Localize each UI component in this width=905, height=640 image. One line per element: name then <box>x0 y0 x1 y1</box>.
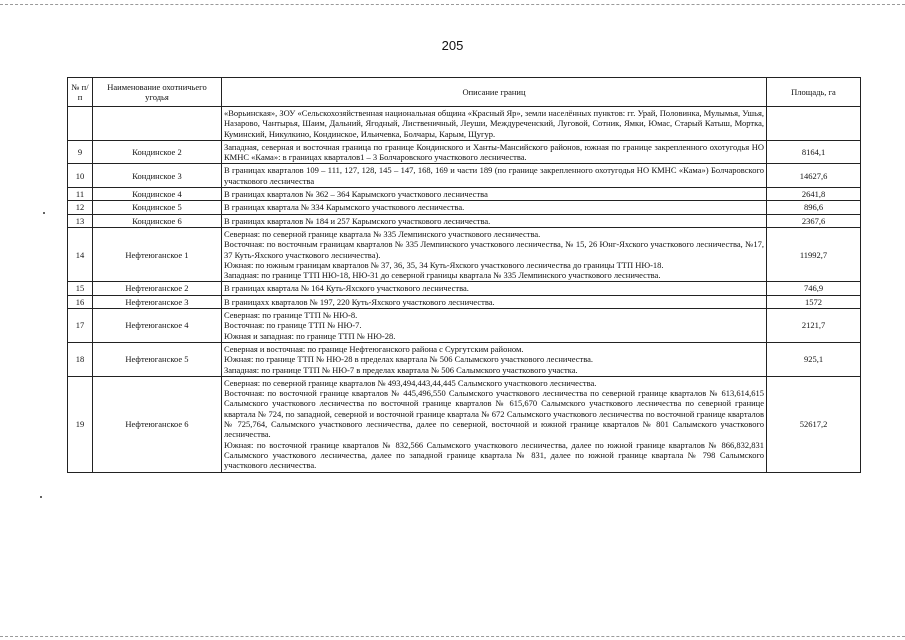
hunting-ground-name: Нефтеюганское 6 <box>93 376 222 472</box>
row-number: 9 <box>68 140 93 164</box>
row-number: 18 <box>68 342 93 376</box>
area-value: 8164,1 <box>767 140 861 164</box>
hunting-ground-name: Нефтеюганское 1 <box>93 227 222 281</box>
table-row <box>68 342 861 376</box>
header-area: Площадь, га <box>767 78 861 107</box>
page-number: 205 <box>441 38 464 53</box>
area-value: 14627,6 <box>767 164 861 188</box>
row-number: 11 <box>68 188 93 201</box>
boundary-paragraph: Западная: по границе ТТП НЮ-18, НЮ-31 до северной границы квартала № 335 Лемпинского участкового лесничества. <box>224 270 661 281</box>
boundary-description <box>222 188 767 201</box>
hunting-ground-name: Нефтеюганское 2 <box>93 282 222 295</box>
boundary-paragraph: В границах кварталов № 184 и 257 Карымского участкового лесничества. <box>224 215 491 226</box>
boundary-description <box>222 214 767 227</box>
table-row <box>68 376 861 472</box>
boundary-description <box>222 164 767 188</box>
table-body <box>68 107 861 473</box>
boundary-paragraph: Южная: по южным границам кварталов № 37, 36, 35, 34 Куть-Яхского участкового лесничества до границы ТТП НЮ-18. <box>224 259 664 270</box>
row-number: 10 <box>68 164 93 188</box>
hunting-ground-name: Нефтеюганское 4 <box>93 309 222 343</box>
boundary-paragraph: В границах кварталов 109 – 111, 127, 128, 145 – 147, 168, 169 и части 189 (по границе закрепленного охотугодья НО КМНС «Кама») Болчаровского участкового лесничества <box>224 165 764 186</box>
row-number: 17 <box>68 309 93 343</box>
boundary-paragraph: Северная: по границе ТТП № НЮ-8. <box>224 310 358 321</box>
header-name: Наименование охотничьего угодья <box>93 78 222 107</box>
table-row <box>68 282 861 295</box>
boundary-paragraph: В границахх кварталов № 197, 220 Куть-Яхского участкового лесничества. <box>224 296 495 307</box>
hunting-ground-name <box>93 107 222 141</box>
area-value: 1572 <box>767 295 861 308</box>
margin-mark <box>43 212 45 214</box>
area-value: 2641,8 <box>767 188 861 201</box>
boundary-description <box>222 342 767 376</box>
boundary-paragraph: «Ворьинская», ЗОУ «Сельскохозяйственная национальная община «Красный Яр», земли населённых пунктов: гг. Урай, Половинка, Мулымья, Ушья, Назарово, Чантырья, Шаим, Дальний, Ягодный, Лиственичный, Леуши, Междуреченский, Луговой, Сотник, Ямки, Юмас, Старый Катыш, Мортка, Куминский, Никулкино, Кондинское, Ильичевка, Болчары, Карым, Щугур. <box>224 108 764 139</box>
boundary-paragraph: Восточная: по границе ТТП № НЮ-7. <box>224 320 362 331</box>
boundary-paragraph: Южная: по границе ТТП № НЮ-28 в пределах квартала № 506 Салымского участкового лесничества. <box>224 354 594 365</box>
area-value: 11992,7 <box>767 227 861 281</box>
table-row <box>68 188 861 201</box>
boundary-description <box>222 376 767 472</box>
boundary-paragraph: В границах квартала № 334 Карымского участкового лесничества. <box>224 202 465 213</box>
table-header-row <box>68 78 861 107</box>
row-number: 19 <box>68 376 93 472</box>
boundary-description <box>222 201 767 214</box>
area-value: 2121,7 <box>767 309 861 343</box>
scan-bottom-border <box>0 636 905 637</box>
boundary-paragraph: Восточная: по восточным границам кварталов № 335 Лемпинского участкового лесничества, № 15, 26 Юнг-Яхского участкового лесничества, №17, 37 Куть-Яхского участкового лесничества). <box>224 239 764 260</box>
hunting-ground-name: Кондинское 5 <box>93 201 222 214</box>
boundary-paragraph: Восточная: по восточной границе кварталов № 445,496,550 Салымского участкового лесничества по северной границе кварталов № 613,614,615 Салымского участкового лесничества по восточной границе кварталов № 615,670 Салымского участкового лесничества по северной границе квартала № 724, по западной, северной и восточной границе квартала № 672 Салымского участкового лесничества по восточной границе кварталов № 725,764, Салымского участкового лесничества, далее по северной, восточной и южной границе кварталов № 801 Салымского участкового лесничества. <box>224 388 764 440</box>
area-value <box>767 107 861 141</box>
hunting-ground-name: Кондинское 4 <box>93 188 222 201</box>
boundary-paragraph: В границах квартала № 164 Куть-Яхского участкового лесничества. <box>224 283 469 294</box>
boundary-description <box>222 309 767 343</box>
table-row <box>68 227 861 281</box>
hunting-grounds-table <box>67 77 861 473</box>
row-number: 13 <box>68 214 93 227</box>
table-row <box>68 214 861 227</box>
area-value: 925,1 <box>767 342 861 376</box>
boundary-paragraph: Западная, северная и восточная граница по границе Кондинского и Ханты-Мансийского районов, южная по границе закрепленного охотугодья НО КМНС «Кама»: в границах кварталов1 – 3 Болчаровского участкового лесничества. <box>224 141 764 163</box>
row-number: 14 <box>68 227 93 281</box>
boundary-paragraph: Южная: по восточной границе кварталов № 832,566 Салымского участкового лесничества, далее по южной границе кварталов № 866,832,831 Салымского участкового лесничества, далее по западной границе квартала № 831, далее по южной границе квартала № 798 Салымского участкового лесничества. <box>224 439 764 471</box>
boundary-description <box>222 140 767 164</box>
boundary-description <box>222 295 767 308</box>
row-number: 15 <box>68 282 93 295</box>
hunting-ground-name: Нефтеюганское 5 <box>93 342 222 376</box>
boundary-paragraph: Северная: по северной границе квартала № 335 Лемпинского участкового лесничества. <box>224 228 541 239</box>
area-value: 896,6 <box>767 201 861 214</box>
table-row <box>68 164 861 188</box>
hunting-ground-name: Кондинское 6 <box>93 214 222 227</box>
hunting-ground-name: Кондинское 3 <box>93 164 222 188</box>
boundary-paragraph: Южная и западная: по границе ТТП № НЮ-28. <box>224 330 396 341</box>
row-number: 16 <box>68 295 93 308</box>
table-row <box>68 107 861 141</box>
row-number: 12 <box>68 201 93 214</box>
boundary-description <box>222 107 767 141</box>
area-value: 2367,6 <box>767 214 861 227</box>
boundary-paragraph: Северная и восточная: по границе Нефтеюганского района с Сургутским районом. <box>224 343 524 354</box>
hunting-ground-name: Кондинское 2 <box>93 140 222 164</box>
table-row <box>68 140 861 164</box>
hunting-ground-name: Нефтеюганское 3 <box>93 295 222 308</box>
margin-mark <box>40 496 42 498</box>
table-row <box>68 201 861 214</box>
boundary-description <box>222 227 767 281</box>
boundary-paragraph: Северная: по северной границе кварталов № 493,494,443,44,445 Салымского участкового лесничества. <box>224 377 597 388</box>
scan-top-border <box>0 4 905 5</box>
table-row <box>68 309 861 343</box>
boundary-paragraph: В границах кварталов № 362 – 364 Карымского участкового лесничества <box>224 189 488 200</box>
row-number <box>68 107 93 141</box>
area-value: 746,9 <box>767 282 861 295</box>
table-row <box>68 295 861 308</box>
boundary-description <box>222 282 767 295</box>
header-description: Описание границ <box>222 78 767 107</box>
header-num: № п/п <box>68 78 93 107</box>
boundary-paragraph: Западная: по границе ТТП № НЮ-7 в пределах квартала № 506 Салымского участкового участка. <box>224 364 578 375</box>
area-value: 52617,2 <box>767 376 861 472</box>
